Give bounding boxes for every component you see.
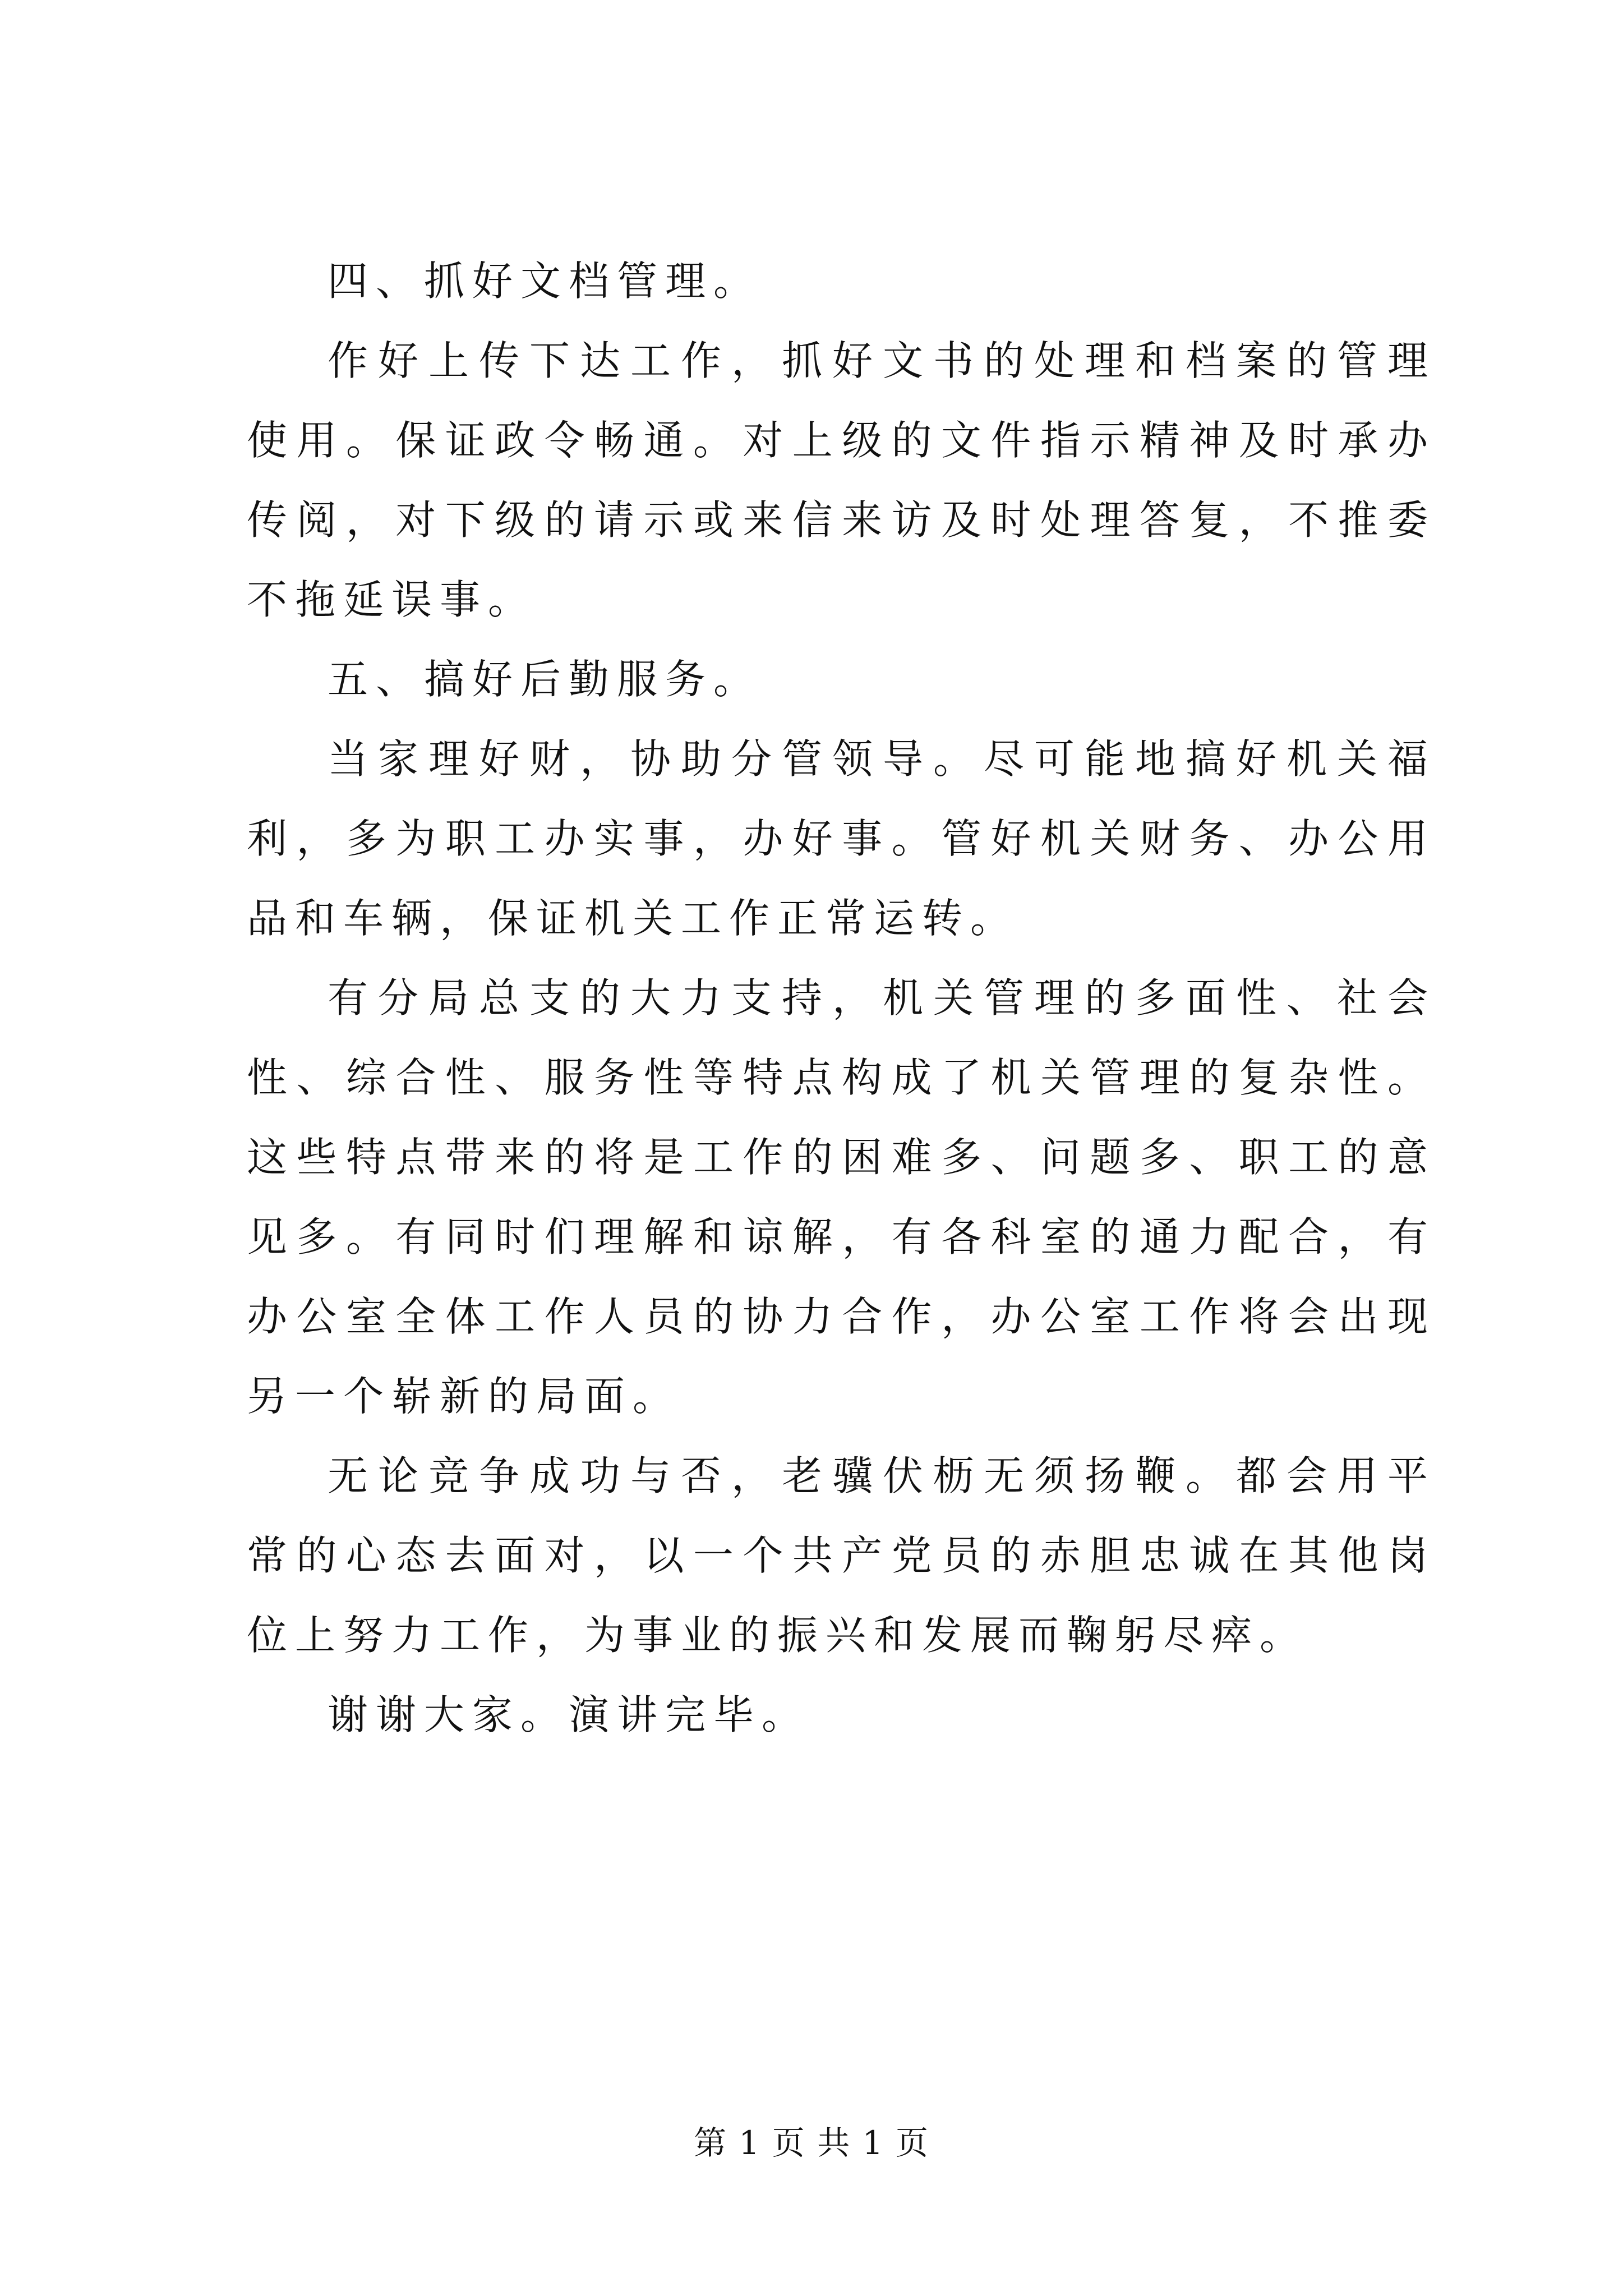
document-body <box>247 241 1436 1755</box>
paragraph-logistics-service: 当家理好财，协助分管领导。尽可能地搞好机关福利，多为职工办实事，办好事。管好机关财务、办公用品和车辆，保证机关工作正常运转。 <box>247 735 1436 942</box>
heading-logistics-service: 五、搞好后勤服务。 <box>328 656 762 703</box>
heading-document-management: 四、抓好文档管理。 <box>328 257 762 305</box>
paragraph-document-management: 作好上传下达工作，抓好文书的处理和档案的管理使用。保证政令畅通。对上级的文件指示精神及时承办传阅，对下级的请示或来信来访及时处理答复，不推委不拖延误事。 <box>247 337 1436 623</box>
paragraph-competition: 无论竞争成功与否，老骥伏枥无须扬鞭。都会用平常的心态去面对，以一个共产党员的赤胆忠诚在其他岗位上努力工作，为事业的振兴和发展而鞠躬尽瘁。 <box>247 1452 1436 1659</box>
paragraph-support: 有分局总支的大力支持，机关管理的多面性、社会性、综合性、服务性等特点构成了机关管理的复杂性。这些特点带来的将是工作的困难多、问题多、职工的意见多。有同时们理解和谅解，有各科室的通力配合，有办公室全体工作人员的协力合作，办公室工作将会出现另一个崭新的局面。 <box>247 974 1436 1420</box>
paragraph-closing: 谢谢大家。演讲完毕。 <box>328 1691 810 1738</box>
page-footer: 第 1 页 共 1 页 <box>694 2124 929 2162</box>
